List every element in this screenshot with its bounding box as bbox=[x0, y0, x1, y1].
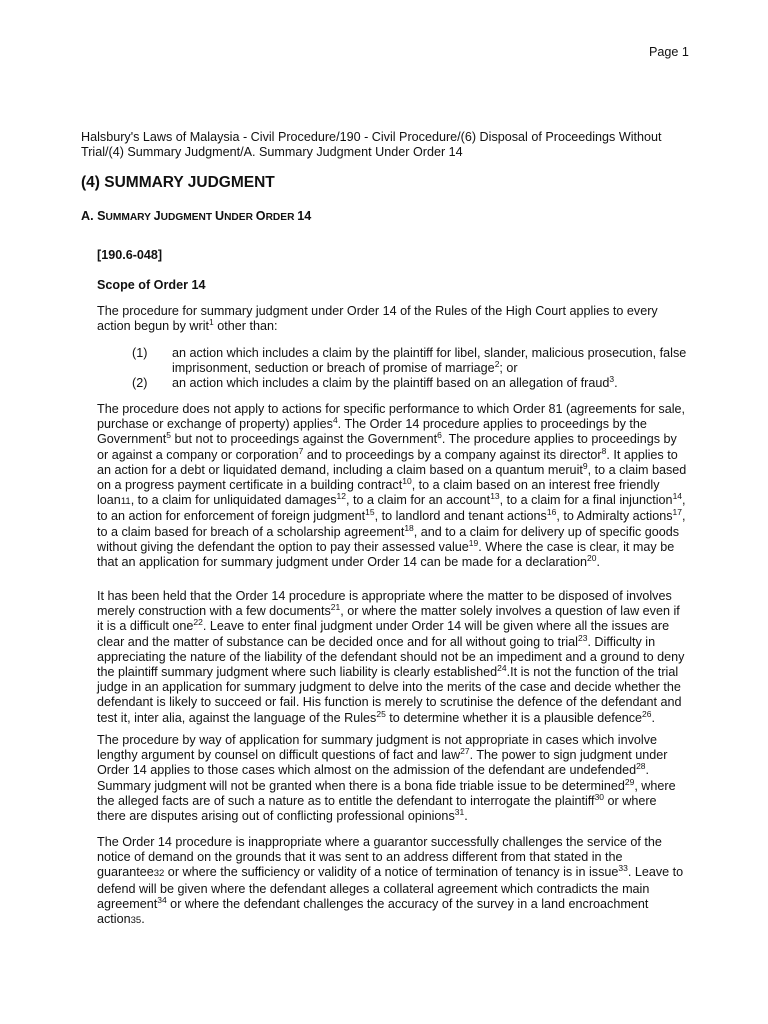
paragraph-reference: [190.6-048] bbox=[97, 248, 163, 262]
footnote-ref[interactable]: 1 bbox=[209, 317, 214, 328]
exceptions-list bbox=[132, 346, 687, 392]
footnote-ref[interactable]: 33 bbox=[618, 863, 628, 874]
footnote-ref[interactable]: 28 bbox=[636, 761, 646, 772]
sub-heading-prefix: A. bbox=[81, 209, 98, 223]
footnote-ref[interactable]: 17 bbox=[672, 507, 682, 518]
footnote-ref[interactable]: 9 bbox=[582, 460, 588, 471]
footnote-ref[interactable]: 8 bbox=[601, 445, 607, 456]
sub-heading-cap: J bbox=[153, 209, 161, 223]
footnote-ref[interactable]: 14 bbox=[672, 491, 683, 502]
footnote-ref[interactable]: 35 bbox=[130, 915, 142, 927]
footnote-ref[interactable]: 32 bbox=[153, 868, 165, 880]
paragraph-appropriate: It has been held that the Order 14 procedure is appropriate where the matter to be disposed of involves merely construction with a few documents$^{21}$, or where the matter solely involves a question of law even if it is a difficult one$^{22}$. Leave to enter final judgment under Order 14 will be given where all the issues are clear and the matter of substance can be decided once and for all without going to trial$^{23}$. Difficulty in appreciating the nature of the liability of the defendant should not be an impediment and a ground to deny the plaintiff summary judgment where such liability is clearly established$^{24}$.It is not the function of the trial judge in an application for summary judgment to delve into the merits of the case and decide whether the defendant is likely to succeed or fail. His function is merely to scrutinise the defence of the defendant and test it, inter alia, against the language of the Rules$^{25}$ to determine whether it is a plausible defence$^{26}$. bbox=[97, 589, 685, 725]
list-number: (2) bbox=[132, 376, 148, 391]
breadcrumb: Halsbury's Laws of Malaysia - Civil Procedure/190 - Civil Procedure/(6) Disposal of Proceedings Without Trial/(4) Summary Judgment/A. Summary Judgment Under Order 14 bbox=[81, 130, 662, 160]
footnote-ref[interactable]: 7 bbox=[298, 445, 304, 456]
list-number: (1) bbox=[132, 346, 148, 360]
footnote-ref[interactable]: 19 bbox=[468, 537, 479, 548]
footnote-ref[interactable]: 21 bbox=[330, 602, 341, 613]
footnote-ref[interactable]: 27 bbox=[460, 746, 470, 757]
paragraph-application: The procedure does not apply to actions for specific performance to which Order 81 (agreements for sale, purchase or exchange of property) applies$^4$. The Order 14 procedure applies to proceedings by the Government$^5$ but not to proceedings against the Government$^6$. The procedure applies to proceedings by or against a company or corporation$^7$ and to proceedings by a company against its director$^8$. It applies to an action for a debt or liquidated demand, including a claim based on a quantum meruit$^9$, to a claim based on a progress payment certificate in a building contract$^{10}$, to a claim based on an interest free friendly loan11, to a claim for unliquidated damages$^{12}$, to a claim for an account$^{13}$, to a claim for a final injunction$^{14}$, to an action for enforcement of foreign judgment$^{15}$, to landlord and tenant actions$^{16}$, to Admiralty actions$^{17}$, to a claim based for breach of a scholarship agreement$^{18}$, and to a claim for delivery up of specific goods without giving the defendant the option to pay their assessed value$^{19}$. Where the case is clear, it may be that an application for summary judgment under Order 14 can be made for a declaration$^{20}$. bbox=[97, 402, 687, 570]
list-text: an action which includes a claim by the plaintiff based on an allegation of fraud$^3$. bbox=[172, 374, 618, 391]
footnote-ref[interactable]: 11 bbox=[120, 496, 131, 508]
sub-heading-small: RDER bbox=[265, 212, 298, 223]
scope-title: Scope of Order 14 bbox=[97, 278, 206, 292]
footnote-ref[interactable]: 23 bbox=[577, 632, 588, 643]
footnote-ref[interactable]: 5 bbox=[166, 430, 172, 441]
footnote-ref[interactable]: 18 bbox=[404, 522, 414, 533]
page-number: Page 1 bbox=[649, 45, 689, 59]
footnote-ref[interactable]: 10 bbox=[402, 476, 412, 487]
footnote-ref[interactable]: 22 bbox=[193, 617, 203, 628]
sub-heading-small: UMMARY bbox=[105, 212, 154, 223]
footnote-ref[interactable]: 24 bbox=[497, 663, 507, 674]
footnote-ref[interactable]: 34 bbox=[157, 894, 167, 905]
footnote-ref[interactable]: 20 bbox=[587, 553, 597, 564]
list-item bbox=[132, 346, 687, 376]
list-item bbox=[132, 376, 687, 391]
footnote-ref[interactable]: 16 bbox=[546, 507, 557, 518]
sub-heading bbox=[81, 209, 311, 225]
footnote-ref[interactable]: 26 bbox=[642, 708, 652, 719]
footnote-ref[interactable]: 29 bbox=[624, 776, 635, 787]
footnote-ref[interactable]: 6 bbox=[437, 430, 442, 441]
footnote-ref[interactable]: 15 bbox=[365, 507, 375, 518]
footnote-ref[interactable]: 25 bbox=[376, 708, 386, 719]
footnote-ref[interactable]: 30 bbox=[594, 791, 605, 802]
sub-heading-cap: O bbox=[255, 209, 266, 223]
list-text: an action which includes a claim by the plaintiff for libel, slander, malicious prosecution, false imprisonment, seduction or breach of promise of marriage$^2$; or bbox=[172, 346, 687, 376]
footnote-ref[interactable]: 3 bbox=[609, 374, 615, 385]
sub-heading-cap: S bbox=[97, 209, 106, 223]
section-heading: (4) SUMMARY JUDGMENT bbox=[81, 174, 275, 191]
footnote-ref[interactable]: 13 bbox=[490, 491, 500, 502]
footnote-ref[interactable]: 2 bbox=[494, 359, 500, 370]
sub-heading-cap: U bbox=[214, 209, 225, 223]
footnote-ref[interactable]: 12 bbox=[336, 491, 346, 502]
sub-heading-small: UDGMENT bbox=[160, 212, 215, 223]
sub-heading-small: NDER bbox=[224, 212, 256, 223]
footnote-ref[interactable]: 31 bbox=[454, 807, 465, 818]
paragraph-intro: The procedure for summary judgment under Order 14 of the Rules of the High Court applies to every action begun by writ$^1$ other than: bbox=[97, 304, 658, 334]
paragraph-not-appropriate: The procedure by way of application for summary judgment is not appropriate in cases which involve lengthy argument by counsel on difficult questions of fact and law$^{27}$. The power to sign judgment under Order 14 applies to those cases which almost on the admission of the defendant are undefended$^{28}$. Summary judgment will not be granted when there is a bona fide triable issue to be determined$^{29}$, where the alleged facts are of such a nature as to entitle the defendant to interrogate the plaintiff$^{30}$ or where there are disputes arising out of conflicting professional opinions$^{31}$. bbox=[97, 733, 676, 824]
paragraph-inappropriate: The Order 14 procedure is inappropriate where a guarantor successfully challenges the service of the notice of demand on the grounds that it was sent to an address different from that stated in the guarantee32 or where the sufficiency or validity of a notice of termination of tenancy is in issue$^{33}$. Leave to defend will be given where the defendant alleges a collateral agreement which contradicts the main agreement$^{34}$ or where the defendant challenges the accuracy of the survey in a land encroachment action35. bbox=[97, 835, 684, 927]
sub-heading-number: 14 bbox=[297, 209, 312, 223]
footnote-ref[interactable]: 4 bbox=[332, 415, 338, 426]
